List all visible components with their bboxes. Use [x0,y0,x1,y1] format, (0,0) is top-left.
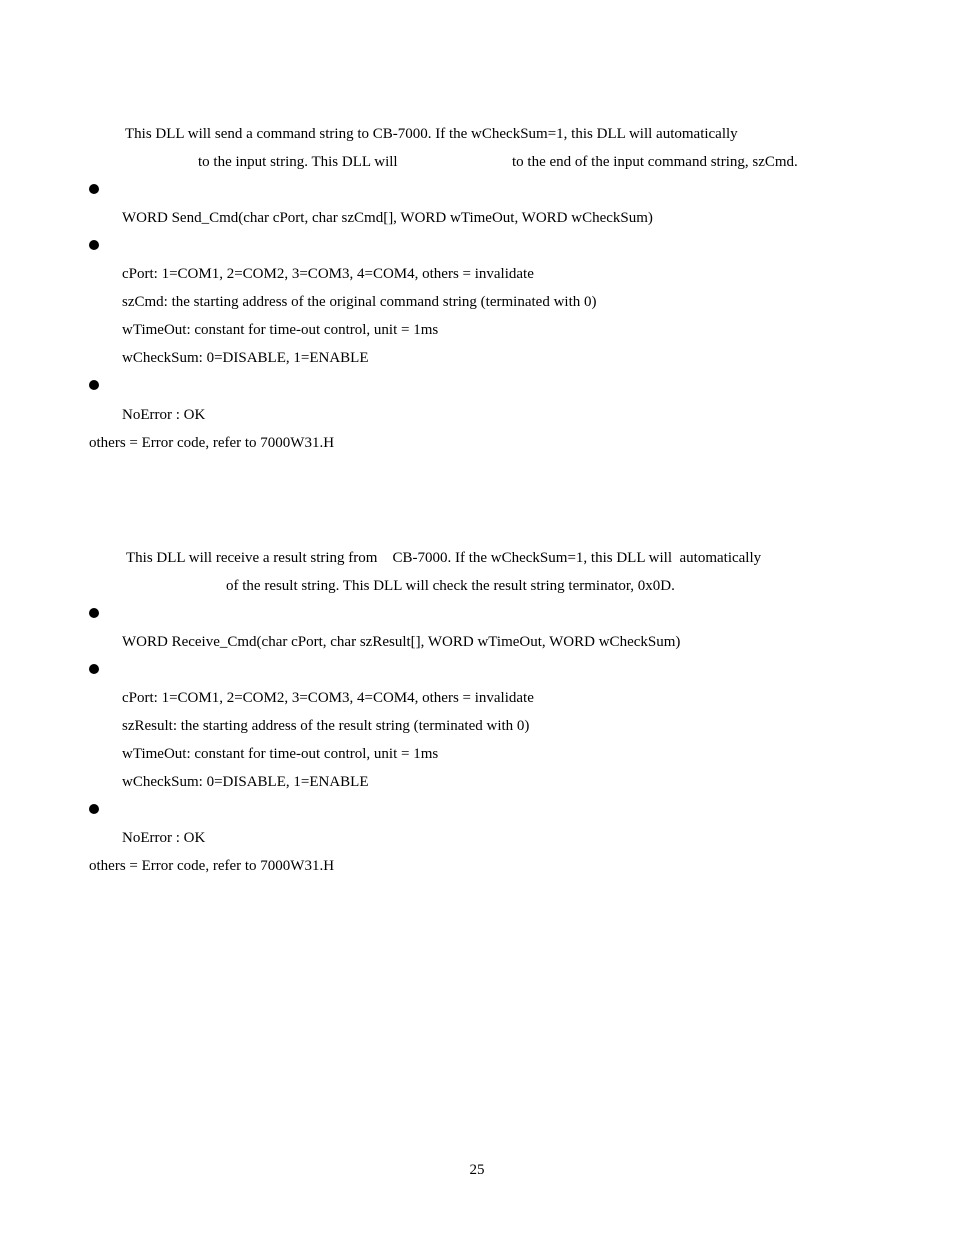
bullet-icon [89,240,99,250]
bullet-icon [89,664,99,674]
send-cmd-intro-line-2b: to the end of the input command string, szCmd. [512,154,798,170]
receive-cmd-param: wCheckSum: 0=DISABLE, 1=ENABLE [122,774,369,790]
send-cmd-syntax: WORD Send_Cmd(char cPort, char szCmd[], WORD wTimeOut, WORD wCheckSum) [122,210,653,226]
send-cmd-param: szCmd: the starting address of the original command string (terminated with 0) [122,294,597,310]
receive-cmd-intro-line-1: This DLL will receive a result string from CB-7000. If the wCheckSum=1, this DLL will automatically [126,550,762,566]
receive-cmd-param: cPort: 1=COM1, 2=COM2, 3=COM3, 4=COM4, others = invalidate [122,690,534,706]
send-cmd-param: wTimeOut: constant for time-out control, unit = 1ms [122,322,439,338]
bullet-icon [89,380,99,390]
send-cmd-intro-line-1: This DLL will send a command string to CB-7000. If the wCheckSum=1, this DLL will automatically [125,126,738,142]
page-number: 25 [469,1162,485,1178]
send-cmd-return-ok: NoError : OK [122,407,206,423]
receive-cmd-return-ok: NoError : OK [122,830,206,846]
receive-cmd-return-other: others = Error code, refer to 7000W31.H [89,858,335,874]
send-cmd-param: cPort: 1=COM1, 2=COM2, 3=COM3, 4=COM4, others = invalidate [122,266,534,282]
send-cmd-param: wCheckSum: 0=DISABLE, 1=ENABLE [122,350,369,366]
bullet-icon [89,804,99,814]
receive-cmd-param: wTimeOut: constant for time-out control, unit = 1ms [122,746,439,762]
receive-cmd-param: szResult: the starting address of the result string (terminated with 0) [122,718,530,734]
receive-cmd-intro-line-2: of the result string. This DLL will check the result string terminator, 0x0D. [226,578,675,594]
send-cmd-return-other: others = Error code, refer to 7000W31.H [89,435,335,451]
bullet-icon [89,184,99,194]
bullet-icon [89,608,99,618]
receive-cmd-syntax: WORD Receive_Cmd(char cPort, char szResult[], WORD wTimeOut, WORD wCheckSum) [122,634,681,650]
send-cmd-intro-line-2a: to the input string. This DLL will [198,154,398,170]
